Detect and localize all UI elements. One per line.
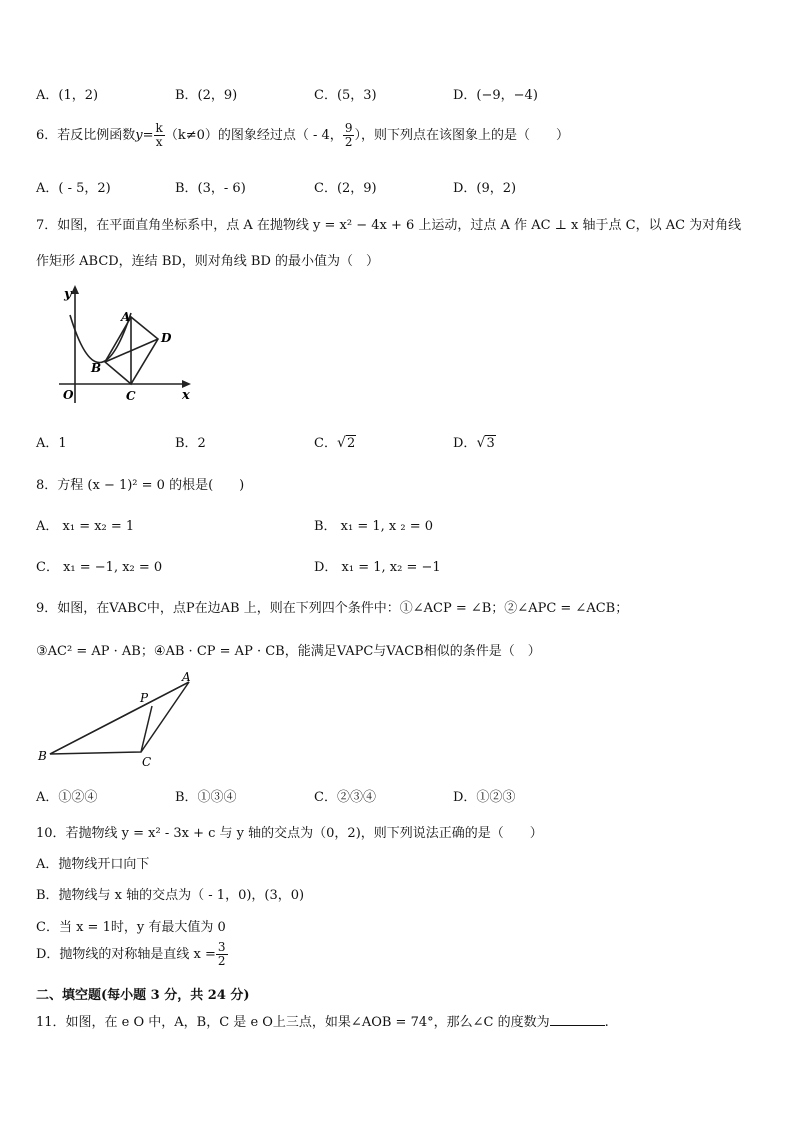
q7-option-d-prefix: D．	[453, 436, 477, 451]
q10-option-d-fraction	[216, 941, 228, 968]
q6-point-fraction	[343, 122, 355, 149]
q7-option-b: B．2	[175, 436, 206, 451]
q6-point-num: 9	[344, 121, 353, 135]
q6-option-d: D．(9，2)	[453, 181, 517, 196]
q7-option-c-radicand: 2	[346, 436, 356, 451]
q10-option-d-num: 3	[217, 940, 226, 954]
q7-option-c-prefix: C．	[314, 436, 337, 451]
q6-point-den: 2	[344, 135, 353, 149]
q10-option-d	[36, 941, 228, 968]
sqrt-icon	[337, 436, 356, 451]
q9-line-2: ③AC² = AP · AB；④AB · CP = AP · CB，能满足VAPC与VACB相似的条件是（ ）	[36, 644, 541, 659]
q9-line-1: 9．如图，在VABC中，点P在边AB 上，则在下列四个条件中：①∠ACP = ∠B；②∠APC = ∠ACB；	[36, 601, 629, 616]
q9-label-a: A	[182, 670, 191, 684]
q7-label-y: y	[64, 287, 72, 302]
q11-answer-blank	[550, 1013, 605, 1026]
section-2-title: 二、填空题(每小题 3 分，共 24 分)	[36, 988, 250, 1003]
q6-frac-den: x	[155, 135, 163, 149]
q10-option-c: C．当 x = 1时，y 有最大值为 0	[36, 920, 226, 935]
q11-stem	[36, 1011, 609, 1030]
q7-option-d-radicand: 3	[486, 436, 495, 451]
q9-option-b: B．①③④	[175, 790, 237, 805]
q10-option-a: A．抛物线开口向下	[36, 857, 150, 872]
q7-label-c: C	[126, 389, 136, 403]
q5-option-c: C．(5，3)	[314, 88, 377, 103]
q6-func-y: y	[135, 128, 143, 143]
q6-option-a: A．( - 5，2)	[36, 181, 111, 196]
q9-triangle-figure	[36, 668, 201, 770]
q6-option-c: C．(2，9)	[314, 181, 377, 196]
q8-option-a: A． x₁ = x₂ = 1	[36, 519, 135, 534]
q7-option-d	[453, 432, 496, 451]
q7-label-d: D	[161, 331, 172, 345]
q7-x-arrow	[182, 380, 191, 388]
q5-option-b: B．(2，9)	[175, 88, 238, 103]
sqrt-icon	[476, 436, 495, 451]
q7-line-2: 作矩形 ABCD，连结 BD，则对角线 BD 的最小值为（ ）	[36, 254, 380, 269]
q7-label-a: A	[121, 310, 131, 324]
q8-option-d: D． x₁ = 1, x₂ = −1	[314, 560, 441, 575]
q6-eq: =	[142, 128, 154, 143]
q7-label-x: x	[182, 388, 190, 403]
q8-option-c: C． x₁ = −1, x₂ = 0	[36, 560, 163, 575]
q9-option-c: C．②③④	[314, 790, 376, 805]
q6-cond: （k≠0）的图象经过点（ - 4，	[164, 128, 343, 143]
q10-stem: 10．若抛物线 y = x² - 3x + c 与 y 轴的交点为（0，2)，则下列说法正确的是（ ）	[36, 826, 543, 841]
q11-stem-end: .	[604, 1015, 609, 1030]
q9-label-c: C	[142, 755, 152, 769]
q10-option-d-den: 2	[217, 954, 226, 968]
q5-option-a: A．(1，2)	[36, 88, 99, 103]
q7-y-arrow	[71, 285, 79, 294]
q6-prefix: 6．若反比例函数	[36, 128, 136, 143]
q7-option-a: A．1	[36, 436, 67, 451]
q7-label-b: B	[91, 361, 102, 375]
q9-label-p: P	[140, 691, 149, 705]
q7-option-c	[314, 432, 356, 451]
q10-option-b: B．抛物线与 x 轴的交点为（ - 1，0)，(3，0)	[36, 888, 305, 903]
q11-stem-text: 11．如图，在 e O 中，A，B，C 是 e O上三点，如果∠AOB = 74°，那么∠C 的度数为	[36, 1015, 550, 1030]
q7-parabola-figure	[55, 283, 205, 408]
q7-label-o: O	[63, 388, 74, 402]
q8-stem: 8．方程 (x − 1)² = 0 的根是( )	[36, 478, 245, 493]
q6-stem	[36, 122, 569, 149]
q7-line-1: 7．如图，在平面直角坐标系中，点 A 在抛物线 y = x² − 4x + 6 上运动，过点 A 作 AC ⊥ x 轴于点 C，以 AC 为对角线	[36, 218, 742, 233]
q5-option-d: D．(−9，−4)	[453, 88, 538, 103]
q9-label-b: B	[38, 749, 47, 763]
q9-option-a: A．①②④	[36, 790, 98, 805]
q6-fraction	[154, 122, 165, 149]
q8-option-b: B． x₁ = 1, x ₂ = 0	[314, 519, 434, 534]
q6-frac-num: k	[155, 121, 163, 135]
q6-suffix: ），则下列点在该图象上的是（ ）	[354, 128, 569, 143]
q9-side-ab	[50, 682, 189, 754]
q6-option-b: B．(3，- 6)	[175, 181, 246, 196]
q9-option-d: D．①②③	[453, 790, 516, 805]
q10-option-d-prefix: D．抛物线的对称轴是直线 x =	[36, 947, 216, 962]
